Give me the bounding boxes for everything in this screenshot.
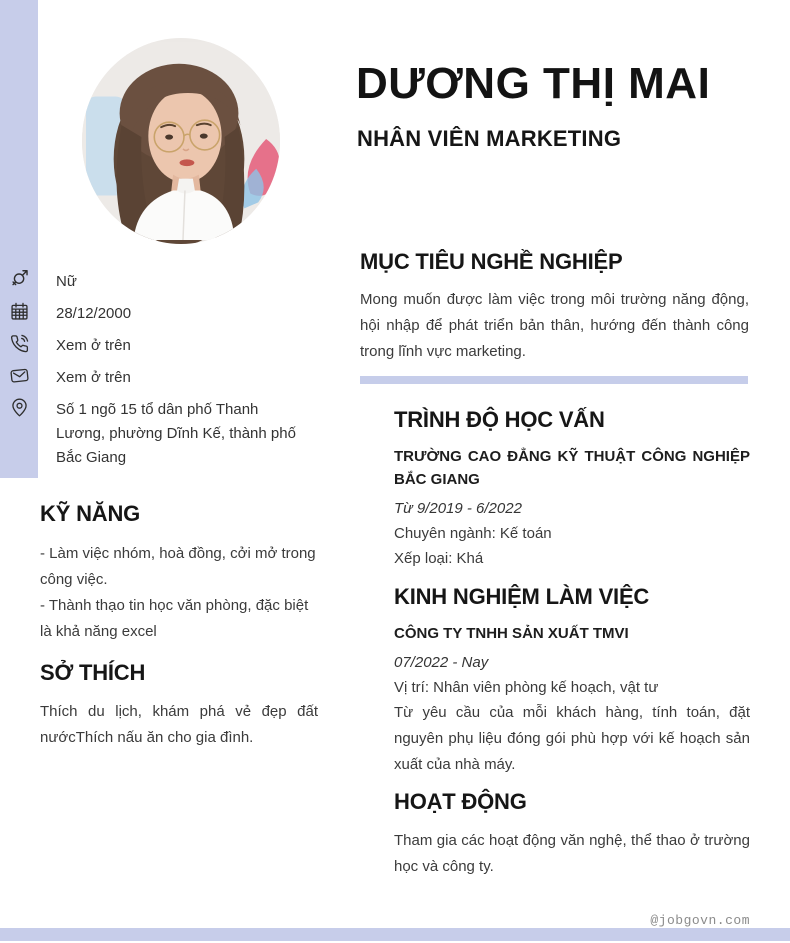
hobbies-heading: SỞ THÍCH bbox=[40, 660, 146, 685]
activities-text: Tham gia các hoạt động văn nghệ, thể thao ở trường học và công ty. bbox=[394, 832, 750, 875]
info-row-email bbox=[0, 363, 330, 395]
experience-company: CÔNG TY TNHH SẢN XUẤT TMVI bbox=[394, 625, 629, 642]
skills-item: - Thành thạo tin học văn phòng, đặc biệt là khả năng excel bbox=[40, 597, 309, 640]
watermark-text: @jobgovn.com bbox=[650, 913, 750, 928]
info-row-phone bbox=[0, 331, 330, 363]
section-hobbies bbox=[40, 660, 318, 751]
objective-heading: MỤC TIÊU NGHỀ NGHIỆP bbox=[360, 249, 623, 274]
education-school: TRƯỜNG CAO ĐẲNG KỸ THUẬT CÔNG NGHIỆP BẮC GIANG bbox=[394, 448, 750, 488]
education-grade: Xếp loại: Khá bbox=[394, 550, 484, 567]
hobbies-text: Thích du lịch, khám phá vẻ đẹp đất nướcThích nấu ăn cho gia đình. bbox=[40, 703, 318, 746]
experience-heading: KINH NGHIỆM LÀM VIỆC bbox=[394, 584, 650, 609]
section-divider bbox=[360, 376, 748, 384]
portrait-illustration bbox=[82, 38, 280, 244]
info-value-gender: Nữ bbox=[56, 273, 77, 290]
objective-text: Mong muốn được làm việc trong môi trường năng động, hội nhập để phát triển bản thân, hướng đến thành công trong lĩnh vực marketing. bbox=[360, 291, 749, 360]
education-period: Từ 9/2019 - 6/2022 bbox=[394, 500, 522, 517]
info-row-address bbox=[0, 395, 330, 470]
skills-item: - Làm việc nhóm, hoà đồng, cởi mở trong công việc. bbox=[40, 545, 316, 588]
bottom-accent-bar bbox=[0, 928, 790, 941]
info-row-birthdate bbox=[0, 299, 330, 331]
section-education bbox=[394, 407, 750, 571]
job-title: NHÂN VIÊN MARKETING bbox=[357, 126, 622, 151]
info-value-phone: Xem ở trên bbox=[56, 337, 131, 354]
info-value-birthdate: 28/12/2000 bbox=[56, 305, 132, 322]
experience-description: Từ yêu cầu của mỗi khách hàng, tính toán, đặt nguyên phụ liệu đóng gói phù hợp với kế hoạch sản xuất của nhà máy. bbox=[394, 704, 750, 773]
calendar-icon bbox=[0, 299, 38, 322]
education-major: Chuyên ngành: Kế toán bbox=[394, 525, 552, 542]
gender-icon bbox=[0, 267, 38, 290]
personal-info-list bbox=[0, 267, 330, 470]
profile-photo bbox=[82, 38, 280, 244]
mail-icon bbox=[0, 363, 38, 386]
section-objective bbox=[360, 249, 749, 365]
info-value-email: Xem ở trên bbox=[56, 369, 131, 386]
education-heading: TRÌNH ĐỘ HỌC VẤN bbox=[394, 407, 605, 432]
activities-heading: HOẠT ĐỘNG bbox=[394, 789, 527, 814]
skills-heading: KỸ NĂNG bbox=[40, 501, 141, 526]
section-skills bbox=[40, 501, 322, 645]
experience-period: 07/2022 - Nay bbox=[394, 654, 489, 671]
phone-icon bbox=[0, 331, 38, 354]
location-icon bbox=[0, 395, 38, 418]
info-value-address: Số 1 ngõ 15 tổ dân phố Thanh Lương, phường Dĩnh Kế, thành phố Bắc Giang bbox=[56, 401, 296, 466]
experience-position: Vị trí: Nhân viên phòng kế hoạch, vật tư bbox=[394, 679, 659, 696]
person-name: DƯƠNG THỊ MAI bbox=[356, 59, 711, 108]
section-activities bbox=[394, 789, 750, 880]
section-experience bbox=[394, 584, 750, 778]
info-row-gender bbox=[0, 267, 330, 299]
